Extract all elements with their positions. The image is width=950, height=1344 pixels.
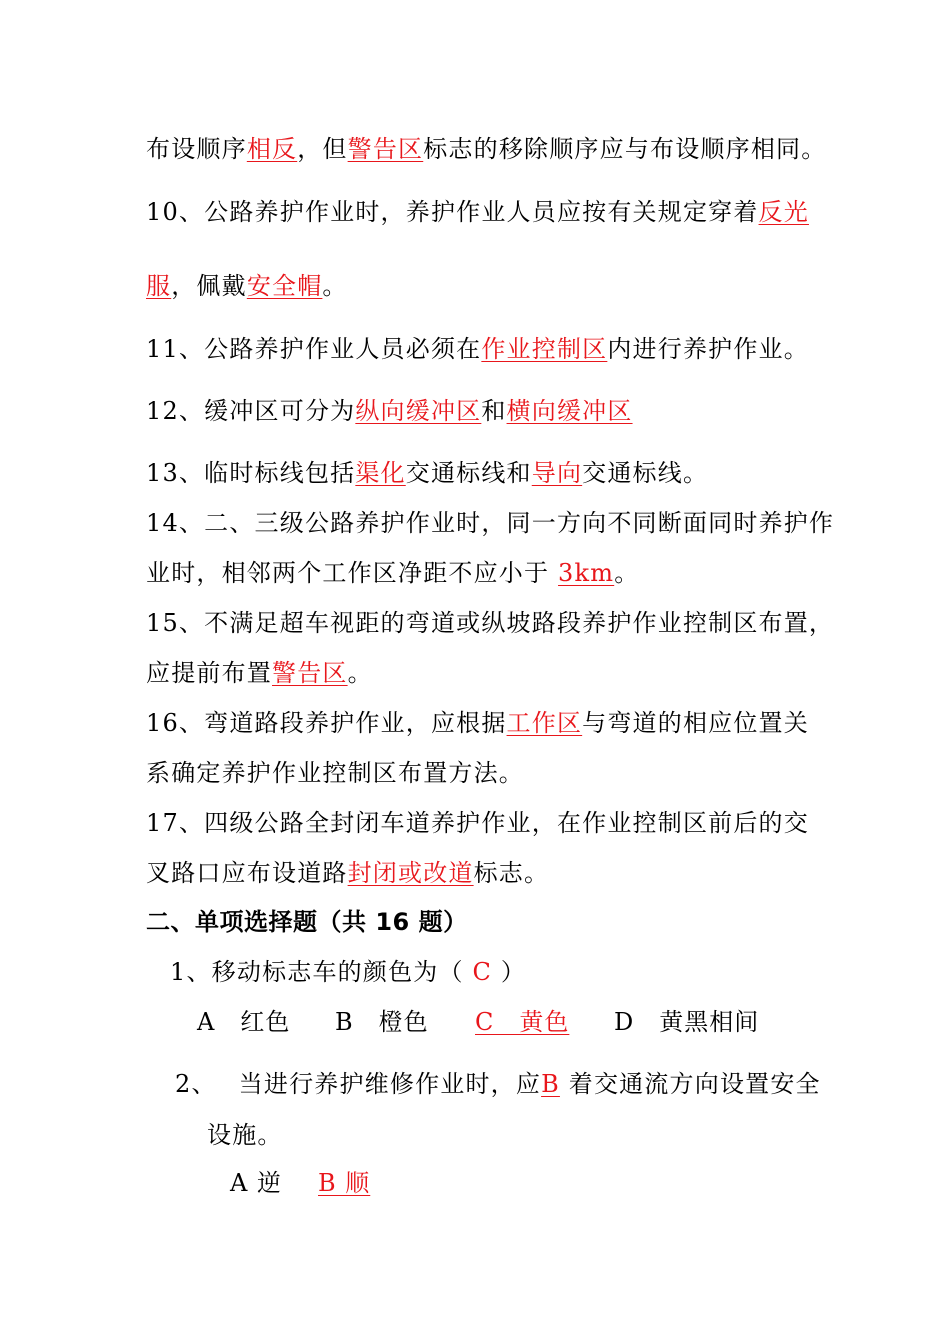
answer-text: 警告区 — [347, 135, 424, 163]
answer-text: 作业控制区 — [481, 335, 608, 363]
line-8: 业时，相邻两个工作区净距不应小于 3km。 — [146, 559, 640, 587]
line-10: 应提前布置警告区。 — [146, 659, 373, 687]
answer-text: 3km — [558, 559, 615, 587]
answer-text: 纵向缓冲区 — [355, 397, 482, 425]
answer-text: 警告区 — [272, 659, 348, 687]
line-14: 叉路口应布设道路封闭或改道标志。 — [146, 859, 550, 887]
line-2: 10、公路养护作业时，养护作业人员应按有关规定穿着反光 — [146, 198, 809, 226]
question-1-option-c: C 黄色 — [475, 1008, 570, 1036]
question-2-stem: 2、 当进行养护维修作业时，应B 着交通流方向设置安全 — [175, 1070, 821, 1098]
answer-text: 反光 — [758, 198, 809, 226]
question-2-option-a: A 逆 — [230, 1169, 282, 1197]
answer-text: 相反 — [246, 135, 298, 163]
line-1: 布设顺序相反，但警告区标志的移除顺序应与布设顺序相同。 — [146, 135, 827, 163]
question-1-option-a: A 红色 — [197, 1008, 291, 1036]
question-1-option-d: D 黄黑相间 — [614, 1008, 760, 1036]
answer-text: 封闭或改道 — [347, 859, 474, 887]
answer-text: 服 — [146, 272, 172, 300]
answer-text: 安全帽 — [246, 272, 323, 300]
answer-text: C — [463, 958, 501, 986]
line-9: 15、不满足超车视距的弯道或纵坡路段养护作业控制区布置， — [146, 609, 835, 637]
answer-text: 横向缓冲区 — [506, 397, 633, 425]
answer-text: 工作区 — [506, 709, 583, 737]
line-6: 13、临时标线包括渠化交通标线和导向交通标线。 — [146, 459, 709, 487]
answer-text: 渠化 — [355, 459, 406, 487]
question-1-stem: 1、移动标志车的颜色为（ C ） — [170, 958, 527, 986]
line-4: 11、公路养护作业人员必须在作业控制区内进行养护作业。 — [146, 335, 809, 363]
question-2-stem-cont: 设施。 — [207, 1121, 283, 1149]
line-11: 16、弯道路段养护作业，应根据工作区与弯道的相应位置关 — [146, 709, 809, 737]
line-3: 服，佩戴安全帽。 — [146, 272, 348, 300]
question-2-option-b: B 顺 — [318, 1169, 371, 1197]
line-5: 12、缓冲区可分为纵向缓冲区和横向缓冲区 — [146, 397, 633, 425]
answer-text: 导向 — [531, 459, 583, 487]
section-heading: 二、单项选择题（共 16 题） — [146, 908, 468, 936]
line-13: 17、四级公路全封闭车道养护作业，在作业控制区前后的交 — [146, 809, 809, 837]
answer-text: B — [541, 1070, 560, 1098]
line-7: 14、二、三级公路养护作业时，同一方向不同断面同时养护作 — [146, 509, 835, 537]
line-12: 系确定养护作业控制区布置方法。 — [146, 759, 524, 787]
question-1-option-b: B 橙色 — [335, 1008, 429, 1036]
